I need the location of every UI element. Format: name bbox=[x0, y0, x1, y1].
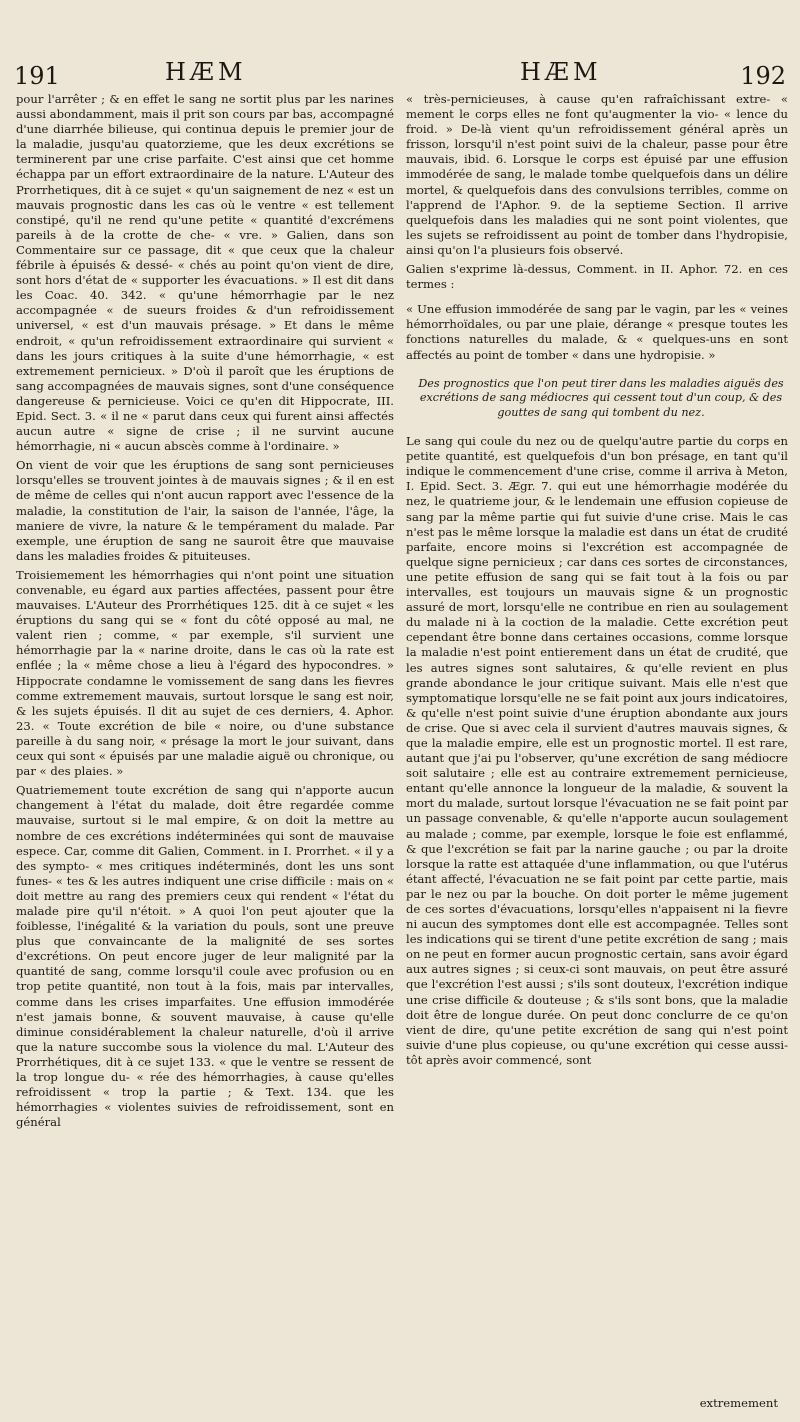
right-headword: HÆM bbox=[520, 58, 602, 86]
right-column bbox=[406, 92, 788, 1072]
section-heading: Des prognostics que l'on peut tirer dans les maladies aiguës des excrétions de sang médiocres qui cessent tout d'un coup, & des gouttes de sang qui tombent du nez. bbox=[418, 376, 784, 419]
left-headword: HÆM bbox=[165, 58, 247, 86]
catchword: extremement bbox=[699, 1396, 778, 1410]
right-paragraph-1: « très-pernicieuses, à cause qu'en rafraîchissant extre- « mement le corps elles ne font qu'augmenter la vio- « lence du froid. » De-là vient qu'un refroidissement général après un frisson, lorsqu'il n'est point suivi de la chaleur, passe pour être mauvais, ibid. 6. Lorsque le corps est épuisé par une effusion immodérée de sang, le malade tombe quelquefois dans un délire mortel, & quelquefois dans des convulsions terribles, comme on l'apprend de l'Aphor. 9. de la septieme Section. Il arrive quelquefois dans les maladies qui ne sont point violentes, que les sujets se refroidissent au point de tomber dans l'hydropisie, ainsi qu'on l'a plusieurs fois observé. bbox=[406, 92, 788, 257]
right-paragraph-2: Galien s'exprime là-dessus, Comment. in II. Aphor. 72. en ces termes : bbox=[406, 262, 788, 292]
left-paragraph-3: Troisiemement les hémorrhagies qui n'ont point une situation convenable, eu égard aux parties affectées, passent pour être mauvaises. L'Auteur des Prorrhétiques 125. dit à ce sujet « les éruptions du sang qui se « font du côté opposé au mal, ne valent rien ; comme, « par exemple, s'il survient une hémorrhagie par la « narine droite, dans le cas où la rate est enflée ; la « même chose a lieu à l'égard des hypocondres. » Hippocrate condamne le vomissement de sang dans les fievres comme extremement mauvais, surtout lorsque le sang est noir, & les sujets épuisés. Il dit au sujet de ces derniers, 4. Aphor. 23. « Toute excrétion de bile « noire, ou d'une substance pareille à du sang noir, « présage la mort le jour suivant, dans ceux qui sont « épuisés par une maladie aiguë ou chronique, ou par « des plaies. » bbox=[16, 567, 394, 779]
running-header bbox=[0, 58, 800, 90]
right-quotation: « Une effusion immodérée de sang par le vagin, par les « veines hémorrhoïdales, ou par une plaie, dérange « presque toutes les fonctions naturelles du malade, & « quelques-uns en sont affectés au point de tomber « dans une hydropisie. » bbox=[406, 302, 788, 362]
left-column bbox=[16, 92, 394, 1134]
left-paragraph-2: On vient de voir que les éruptions de sang sont pernicieuses lorsqu'elles se trouvent jointes à de mauvais signes ; & il en est de même de celles qui n'ont aucun rapport avec l'essence de la maladie, la constitution de l'air, la saison de l'année, l'âge, la maniere de vivre, la nature & le tempérament du malade. Par exemple, une éruption de sang ne sauroit être que mauvaise dans les maladies froides & pituiteuses. bbox=[16, 458, 394, 563]
left-page-number: 191 bbox=[14, 62, 60, 90]
left-paragraph-4: Quatriemement toute excrétion de sang qui n'apporte aucun changement à l'état du malade, doit être regardée comme mauvaise, surtout si le mal empire, & on doit la mettre au nombre de ces excrétions indéterminées qui sont de mauvaise espece. Car, comme dit Galien, Comment. in I. Prorrhet. « il y a des sympto- « mes critiques indéterminés, dont les uns sont funes- « tes & les autres indiquent une crise difficile : mais on « doit mettre au rang des premiers ceux qui rendent « l'état du malade pire qu'il n'étoit. » A quoi l'on peut ajouter que la foiblesse, l'inégalité & la variation du pouls, sont une preuve plus que convaincante de la malignité de ses sortes d'excrétions. On peut encore juger de leur malignité par la quantité de sang, comme lorsqu'il coule avec profusion ou en trop petite quantité, non tout à la fois, mais par intervalles, comme dans les crises imparfaites. Une effusion immodérée n'est jamais bonne, & souvent mauvaise, à cause qu'elle diminue considérablement la chaleur naturelle, d'où il arrive que la nature succombe sous la violence du mal. L'Auteur des Prorrhétiques, dit à ce sujet 133. « que le ventre se ressent de la trop longue du- « rée des hémorrhagies, à cause qu'elles refroidissent « trop la partie ; & Text. 134. que les hémorrhagies « violentes suivies de refroidissement, sont en général bbox=[16, 783, 394, 1130]
right-paragraph-3: Le sang qui coule du nez ou de quelqu'autre partie du corps en petite quantité, est quelquefois d'un bon présage, en tant qu'il indique le commencement d'une crise, comme il arriva à Meton, I. Epid. Sect. 3. Ægr. 7. qui eut une hémorrhagie modérée du nez, le quatrieme jour, & le lendemain une effusion copieuse de sang par la même partie qui fut suivie d'une crise. Mais le cas n'est pas le même lorsque la maladie est dans un état de crudité parfaite, encore moins si l'excrétion est accompagnée de quelque signe pernicieux ; car dans ces sortes de circonstances, une petite effusion de sang qui se fait tout à la fois ou par intervalles, est toujours un mauvais signe & un prognostic assuré de mort, lorsqu'elle ne contribue en rien au soulagement du malade ni à la coction de la maladie. Cette excrétion peut cependant être bonne dans certaines occasions, comme lorsque la maladie n'est point entierement dans un état de crudité, que les autres signes sont salutaires, & qu'elle revient en plus grande abondance le jour critique suivant. Mais elle n'est que symptomatique lorsqu'elle ne se fait point aux jours indicatoires, & qu'elle n'est point suivie d'une éruption abondante aux jours de crise. Que si avec cela il survient d'autres mauvais signes, & que la maladie empire, elle est un prognostic mortel. Il est rare, autant que j'ai pu l'observer, qu'une excrétion de sang médiocre soit salutaire ; elle est au contraire extremement pernicieuse, entant qu'elle annonce la longueur de la maladie, & souvent la mort du malade, surtout lorsque l'évacuation ne se fait point par un passage convenable, & qu'elle n'apporte aucun soulagement au malade ; comme, par exemple, lorsque le foie est enflammé, & que l'excrétion se fait par la narine gauche ; ou par la droite lorsque la ratte est attaquée d'une inflammation, ou que l'utérus étant affecté, l'évacuation ne se fait point par cette partie, mais par le nez ou par la bouche. On doit porter le même jugement de ces sortes d'évacuations, lorsqu'elles n'appaisent ni la fievre ni aucun des symptomes dont elle est accompagnée. Telles sont les indications qui se tirent d'une petite excrétion de sang ; mais on ne peut en former aucun prognostic certain, sans avoir égard aux autres signes ; si ceux-ci sont mauvais, on peut être assuré que l'excrétion l'est aussi ; s'ils sont douteux, l'excrétion indique une crise difficile & douteuse ; & s'ils sont bons, que la maladie doit être de longue durée. On peut donc conclurre de ce qu'on vient de dire, qu'une petite excrétion de sang qui n'est point suivie d'une plus copieuse, ou qu'une excrétion qui cesse aussi-tôt après avoir commencé, sont bbox=[406, 434, 788, 1067]
left-paragraph-1: pour l'arrêter ; & en effet le sang ne sortit plus par les narines aussi abondamment, mais il prit son cours par bas, accompagné d'une diarrhée bilieuse, qui continua depuis le premier jour de la maladie, jusqu'au quatorzieme, que les deux excrétions se terminerent par une crise parfaite. C'est ainsi que cet homme échappa par un effort extraordinaire de la nature. L'Auteur des Prorrhetiques, dit à ce sujet « qu'un saignement de nez « est un mauvais prognostic dans les cas où le ventre « est tellement constipé, qu'il ne rend qu'une petite « quantité d'excrémens pareils à de la crotte de che- « vre. » Galien, dans son Commentaire sur ce passage, dit « que ceux que la chaleur fébrile à épuisés & dessé- « chés au point qu'on vient de dire, sont hors d'état de « supporter les évacuations. » Il est dit dans les Coac. 40. 342. « qu'une hémorrhagie par le nez accompagnée « de sueurs froides & d'un refroidissement universel, « est d'un mauvais présage. » Et dans le même endroit, « qu'un refroidissement extraordinaire qui survient « dans les jours critiques à la suite d'une hémorrhagie, « est extremement pernicieux. » D'où il paroît que les éruptions de sang accompagnées de mauvais signes, sont d'une conséquence dangereuse & pernicieuse. Voici ce qu'en dit Hippocrate, III. Epid. Sect. 3. « il ne « parut dans ceux qui furent ainsi affectés aucun autre « signe de crise ; il ne survint aucune hémorrhagie, ni « aucun abscès comme à l'ordinaire. » bbox=[16, 92, 394, 454]
right-page-number: 192 bbox=[740, 62, 786, 90]
